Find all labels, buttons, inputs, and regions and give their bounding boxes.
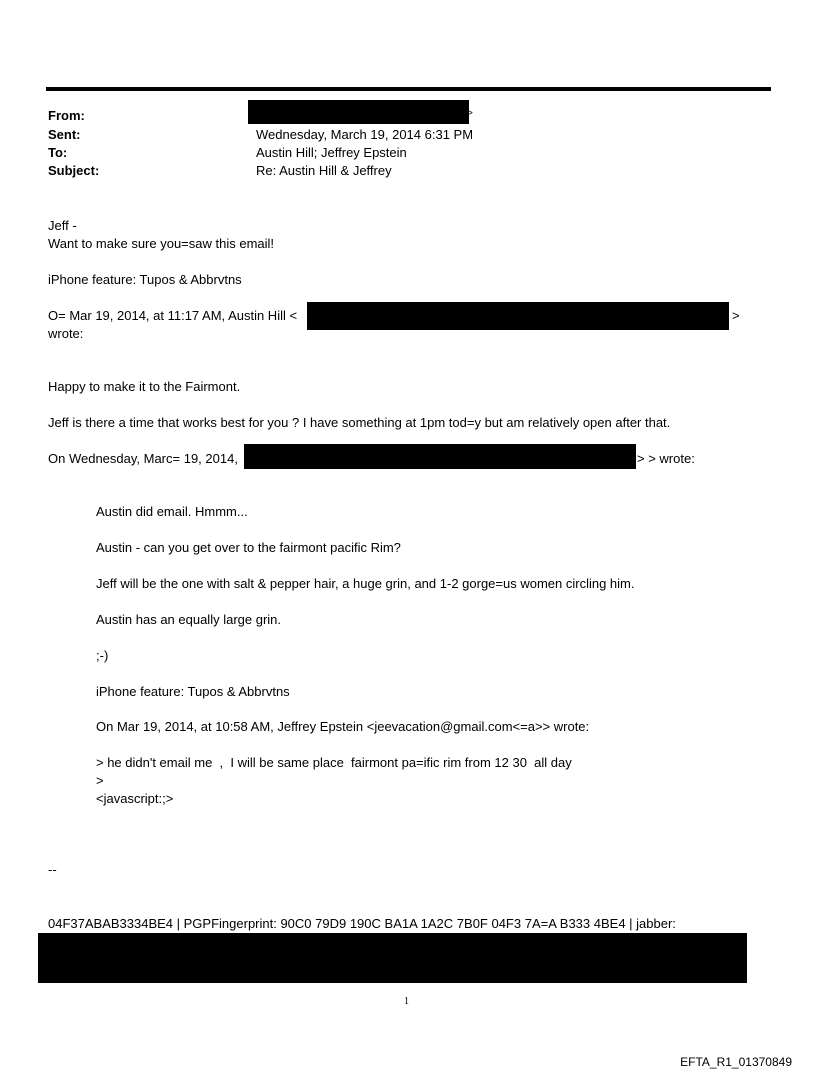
quote-attribution: O= Mar 19, 2014, at 11:17 AM, Austin Hill < xyxy=(48,308,298,323)
quoted-line: <javascript:;> xyxy=(96,791,174,806)
signature-line: iPhone feature: Tupos & Abbrvtns xyxy=(48,272,242,287)
quote-attribution-tail: > > wrote: xyxy=(637,451,695,466)
sender-redaction xyxy=(244,444,636,469)
quoted-line: Austin - can you get over to the fairmont pacific Rim? xyxy=(96,540,401,555)
pgp-fingerprint: 04F37ABAB3334BE4 | PGPFingerprint: 90C0 79D9 190C BA1A 1A2C 7B0F 04F3 7A=A B333 4BE4 | jabber: xyxy=(48,916,676,931)
quoted-line: iPhone feature: Tupos & Abbrvtns xyxy=(96,684,290,699)
sent-label: Sent: xyxy=(48,127,81,142)
document-id: EFTA_R1_01370849 xyxy=(680,1055,792,1069)
from-redaction xyxy=(248,100,469,124)
body-line: Want to make sure you=saw this email! xyxy=(48,236,275,251)
header-rule xyxy=(46,87,771,91)
quote-wrote: wrote: xyxy=(48,326,84,341)
quoted-line: ;-) xyxy=(96,648,109,663)
email-redaction xyxy=(307,302,729,330)
greeting: Jeff - xyxy=(48,218,77,233)
quoted-line: > xyxy=(96,773,104,788)
signature-dashes: -- xyxy=(48,862,57,877)
quote-attribution-tail: > xyxy=(732,308,740,323)
from-label: From: xyxy=(48,108,85,123)
body-line: Jeff is there a time that works best for you ? I have something at 1pm tod=y but am relatively open after that. xyxy=(48,415,671,430)
subject-label: Subject: xyxy=(48,163,100,178)
quoted-line: > he didn't email me , I will be same place fairmont pa=ific rim from 12 30 all day xyxy=(96,755,572,770)
quoted-line: Austin has an equally large grin. xyxy=(96,612,282,627)
body-line: Happy to make it to the Fairmont. xyxy=(48,379,241,394)
quoted-line: On Mar 19, 2014, at 10:58 AM, Jeffrey Epstein <jeevacation@gmail.com<=a>> wrote: xyxy=(96,719,590,734)
subject-value: Re: Austin Hill & Jeffrey xyxy=(256,163,392,178)
page-number: 1 xyxy=(404,996,409,1007)
sent-value: Wednesday, March 19, 2014 6:31 PM xyxy=(256,127,474,142)
quote-attribution: On Wednesday, Marc= 19, 2014, xyxy=(48,451,238,466)
quoted-line: Austin did email. Hmmm... xyxy=(96,504,248,519)
to-value: Austin Hill; Jeffrey Epstein xyxy=(256,145,407,160)
from-tail: > xyxy=(467,108,473,119)
jabber-redaction xyxy=(38,933,747,983)
to-label: To: xyxy=(48,145,68,160)
quoted-line: Jeff will be the one with salt & pepper hair, a huge grin, and 1-2 gorge=us women circling him. xyxy=(96,576,635,591)
